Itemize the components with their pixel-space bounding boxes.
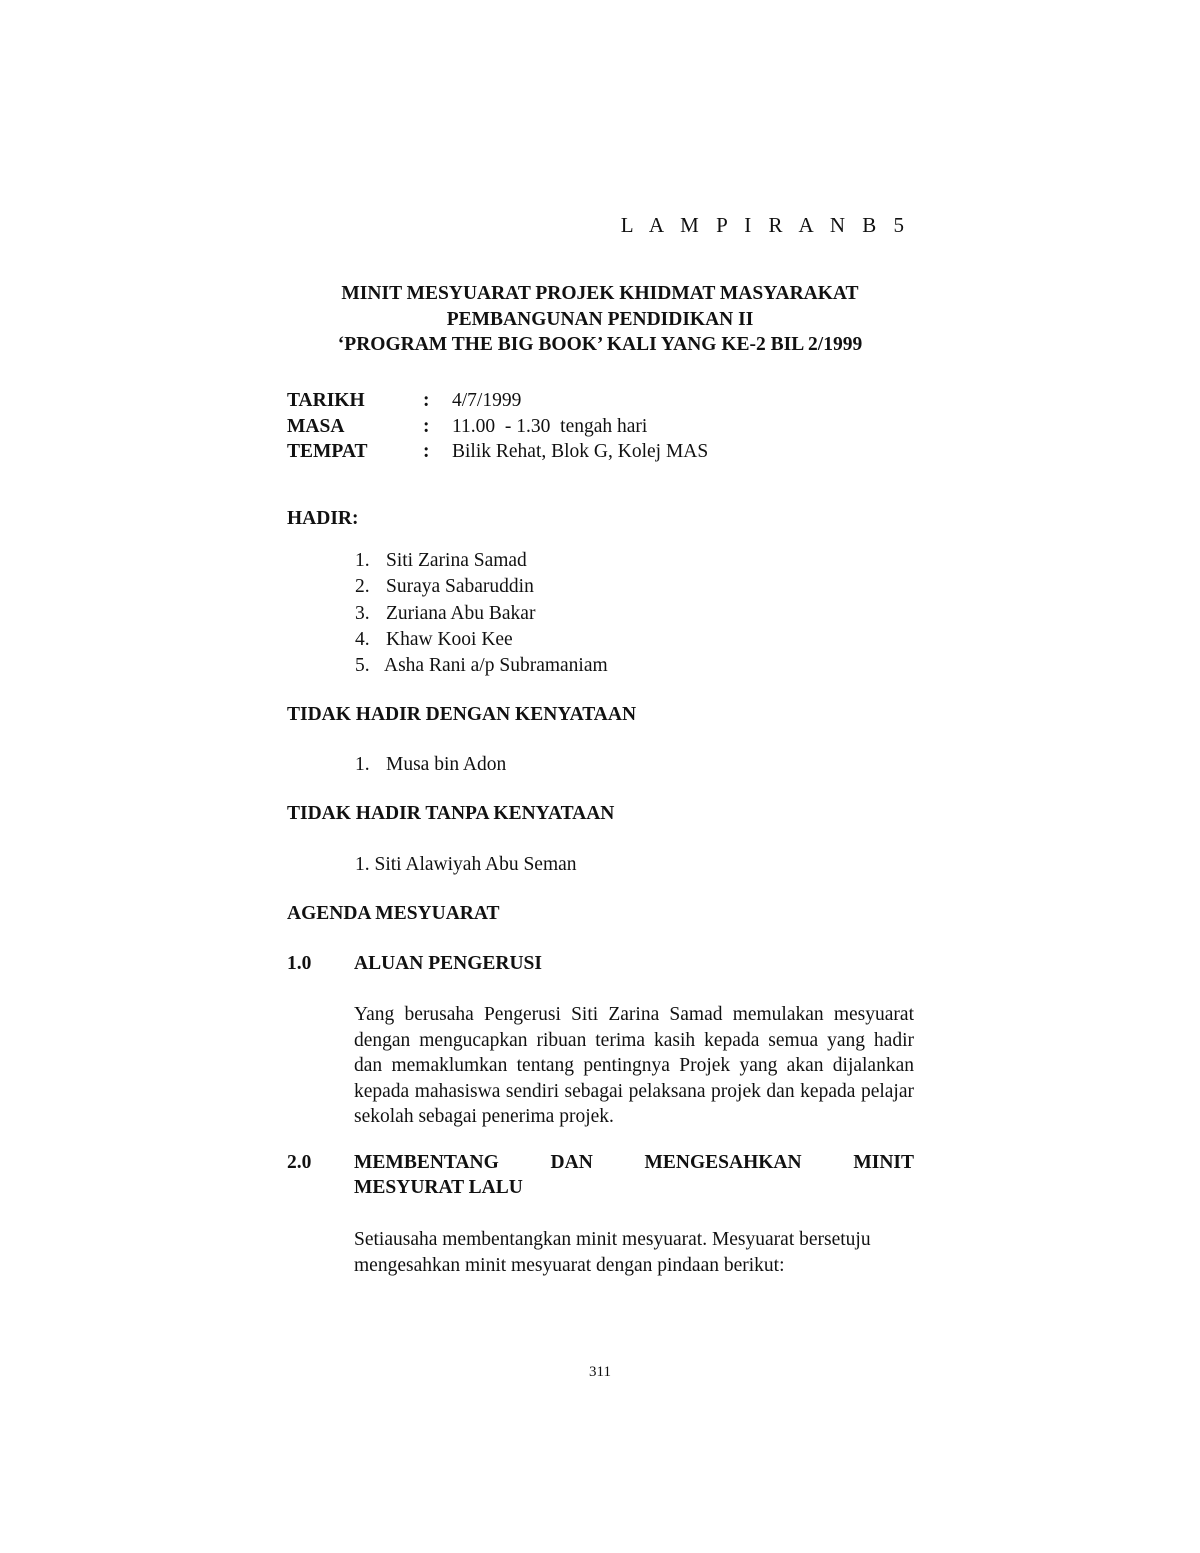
list-number: 3. [355,603,370,624]
tempat-value: Bilik Rehat, Blok G, Kolej MAS [452,441,709,462]
title-word: MEMBENTANG [354,1152,499,1173]
title-word: MENGESAHKAN [644,1152,802,1173]
list-item [355,576,534,598]
list-item [355,629,513,651]
info-row-tempat [287,441,708,463]
section-2-title-line-2: MESYURAT LALU [354,1177,523,1198]
masa-value: 11.00 - 1.30 tengah hari [452,416,648,437]
list-number: 1. [355,754,370,775]
hadir-heading: HADIR: [287,508,359,529]
title-word: DAN [550,1152,593,1173]
list-item [355,603,535,625]
section-1-number: 1.0 [287,953,312,974]
title-line-2: PEMBANGUNAN PENDIDIKAN II [446,309,754,330]
tidak-hadir-tanpa-heading: TIDAK HADIR TANPA KENYATAAN [287,803,615,824]
attendee-name: Asha Rani a/p Subramaniam [384,655,608,676]
title-line-3: ‘PROGRAM THE BIG BOOK’ KALI YANG KE-2 BIL 2/1999 [337,334,863,355]
section-2-title-line-1 [354,1152,914,1174]
colon: : [423,390,430,411]
attendee-name: Khaw Kooi Kee [386,629,513,650]
tidak-hadir-dengan-heading: TIDAK HADIR DENGAN KENYATAAN [287,704,637,725]
absentee-name: Musa bin Adon [386,754,507,775]
list-number: 5. [355,655,370,676]
page-number: 311 [589,1364,611,1380]
section-1-title: ALUAN PENGERUSI [354,953,542,974]
list-number: 2. [355,576,370,597]
attendee-name: Siti Zarina Samad [386,550,527,571]
lampiran-label: L A M P I R A N B 5 [620,213,910,237]
colon: : [423,416,430,437]
attendee-name: Suraya Sabaruddin [386,576,534,597]
section-2-body: Setiausaha membentangkan minit mesyuarat. Mesyuarat bersetuju mengesahkan minit mesyuarat dengan pindaan berikut: [354,1229,871,1276]
list-item: 1. Siti Alawiyah Abu Seman [355,854,577,875]
list-item [355,754,506,776]
masa-label: MASA [287,416,345,437]
title-line-1: MINIT MESYUARAT PROJEK KHIDMAT MASYARAKAT [341,283,859,304]
tarikh-label: TARIKH [287,390,365,411]
agenda-heading: AGENDA MESYUARAT [287,903,500,924]
tarikh-value: 4/7/1999 [452,390,522,411]
section-2-number: 2.0 [287,1152,312,1173]
attendee-name: Zuriana Abu Bakar [386,603,536,624]
list-number: 4. [355,629,370,650]
tempat-label: TEMPAT [287,441,368,462]
title-word: MINIT [853,1152,914,1173]
info-row-masa [287,416,647,438]
section-2-title [354,1152,914,1199]
section-1-body: Yang berusaha Pengerusi Siti Zarina Samad memulakan mesyuarat dengan mengucapkan ribuan terima kasih kepada semua yang hadir dan memaklumkan tentang pentingnya Projek yang akan dijalankan kepada mahasiswa sendiri sebagai pelaksana projek dan kepada pelajar sekolah sebagai penerima projek. [354,1004,914,1127]
colon: : [423,441,430,462]
info-row-tarikh [287,390,521,412]
list-item [355,655,608,677]
list-number: 1. [355,550,370,571]
list-item [355,550,527,572]
